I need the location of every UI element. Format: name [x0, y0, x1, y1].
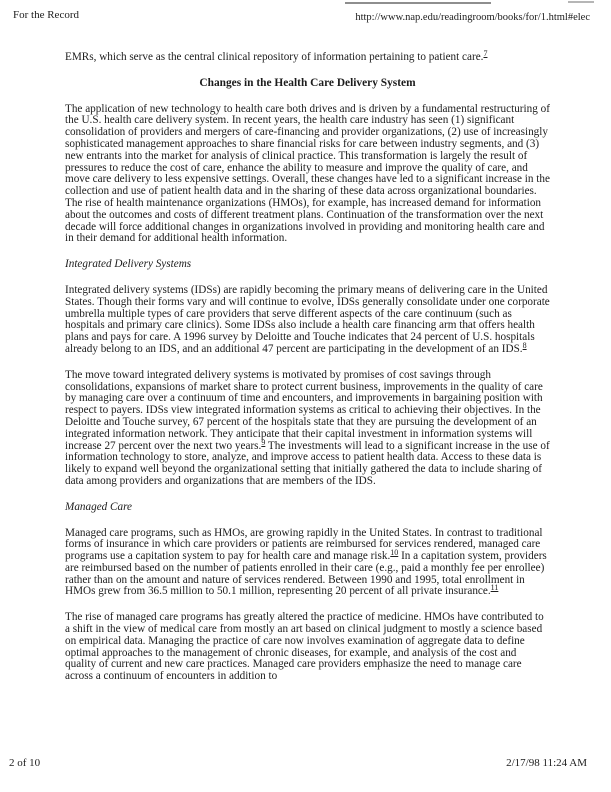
text-run: Integrated delivery systems (IDSs) are rapidly becoming the primary means of delivering care in the United States. Though their forms vary and will continue to evolve, IDSs generally consolidate under one corporate umbrella multiple types of care providers that serve different aspects of the care continuum (such as hospitals and primary care clinics). Some IDSs also include a health care financing arm that offers health plans and pays for care. A 1996 survey by Deloitte and Touche indicates that 24 percent of U.S. hospitals already belong to an IDS, and an additional 47 percent are participating in the development of an IDS.	[65, 283, 550, 355]
body-paragraph	[65, 285, 550, 356]
text-run: The application of new technology to health care both drives and is driven by a fundamental restructuring of the U.S. health care delivery system. In recent years, the health care industry has seen (1) significant consolidation of providers and mergers of care-financing and provider organizations, (2) use of increasingly sophisticated management approaches to share financial risks for care between industry segments, and (3) new entrants into the market for analysis of clinical practice. This transformation is largely the result of pressures to reduce the cost of care, enhance the ability to measure and improve the quality of care, and move care delivery to less expensive settings. Overall, these changes have led to a significant increase in the collection and use of patient health data and in the sharing of these data across organizational boundaries. The rise of health maintenance organizations (HMOs), for example, has increased demand for information about the outcomes and costs of different treatment plans. Continuation of the transformation over the next decade will force additional changes in organizations involved in providing and monitoring health care and in their demand for additional health information.	[65, 102, 550, 245]
body-paragraph	[65, 49, 550, 64]
section-heading: Changes in the Health Care Delivery System	[199, 76, 416, 89]
running-header-title: For the Record	[13, 9, 79, 21]
footnote-ref-8[interactable]: 8	[522, 340, 527, 350]
scan-artifact-line-long	[345, 2, 491, 4]
text-run: Managed care programs, such as HMOs, are growing rapidly in the United States. In contrast to traditional forms of insurance in which care providers or patients are reimbursed for services rendered, managed care programs use a capitation system to pay for health care and manage risk.	[65, 526, 543, 563]
subsection-heading: Integrated Delivery Systems	[65, 258, 192, 271]
text-run: The investments will lead to a significant increase in the use of information technology to store, analyze, and improve access to patient health data. Access to these data is likely to expand well beyond the organizational setting that initially gathered the data to include sharing of data among providers and organizations that are members of the IDS.	[65, 439, 550, 487]
scan-artifact-line-short	[568, 1, 594, 3]
body-paragraph	[65, 370, 550, 488]
footnote-ref-7[interactable]: 7	[483, 49, 488, 58]
subsection-heading: Managed Care	[65, 500, 133, 513]
page-number-indicator: 2 of 10	[9, 757, 41, 769]
footnote-ref-10[interactable]: 10	[390, 548, 399, 558]
print-timestamp: 2/17/98 11:24 AM	[506, 757, 587, 769]
body-paragraph	[65, 528, 550, 599]
body-paragraph	[65, 104, 550, 246]
text-run: The rise of managed care programs has greatly altered the practice of medicine. HMOs have contributed to a shift in the view of medical care from mostly an art based on clinical judgment to mostly a science based on empirical data. Managing the practice of care now involves examination of aggregate data to define optimal approaches to the management of chronic diseases, for example, and analysis of the cost and quality of current and new care practices. Managed care providers emphasize the need to manage care across a continuum of encounters in addition to	[65, 611, 544, 683]
text-run: In a capitation system, providers are reimbursed based on the number of patients enrolled in their care (e.g., paid a monthly fee per enrollee) rather than on the amount and nature of services rendered. Between 1990 and 1995, total enrollment in HMOs grew from 36.5 million to 50.1 million, representing 20 percent of all private insurance.	[65, 550, 547, 598]
body-paragraph	[65, 612, 550, 683]
document-body	[65, 49, 550, 697]
footnote-ref-9[interactable]: 9	[261, 437, 266, 447]
header-url: http://www.nap.edu/readingroom/books/for/1.html#elec	[355, 12, 590, 23]
text-run: The move toward integrated delivery systems is motivated by promises of cost savings through consolidations, expansions of market share to protect current business, improvements in the quality of care by managing care over a continuum of time and encounters, and improvements in bargaining position with respect to payers. IDSs view integrated information systems as critical to achieving their objectives. In the Deloitte and Touche survey, 67 percent of the hospitals state that they are pursuing the development of an integrated information network. They anticipate that their capital investment in information systems will increase 27 percent over the next two years.	[65, 368, 543, 452]
text-run: EMRs, which serve as the central clinical repository of information pertaining to patient care.	[65, 51, 484, 63]
footnote-ref-11[interactable]: 11	[490, 583, 499, 593]
